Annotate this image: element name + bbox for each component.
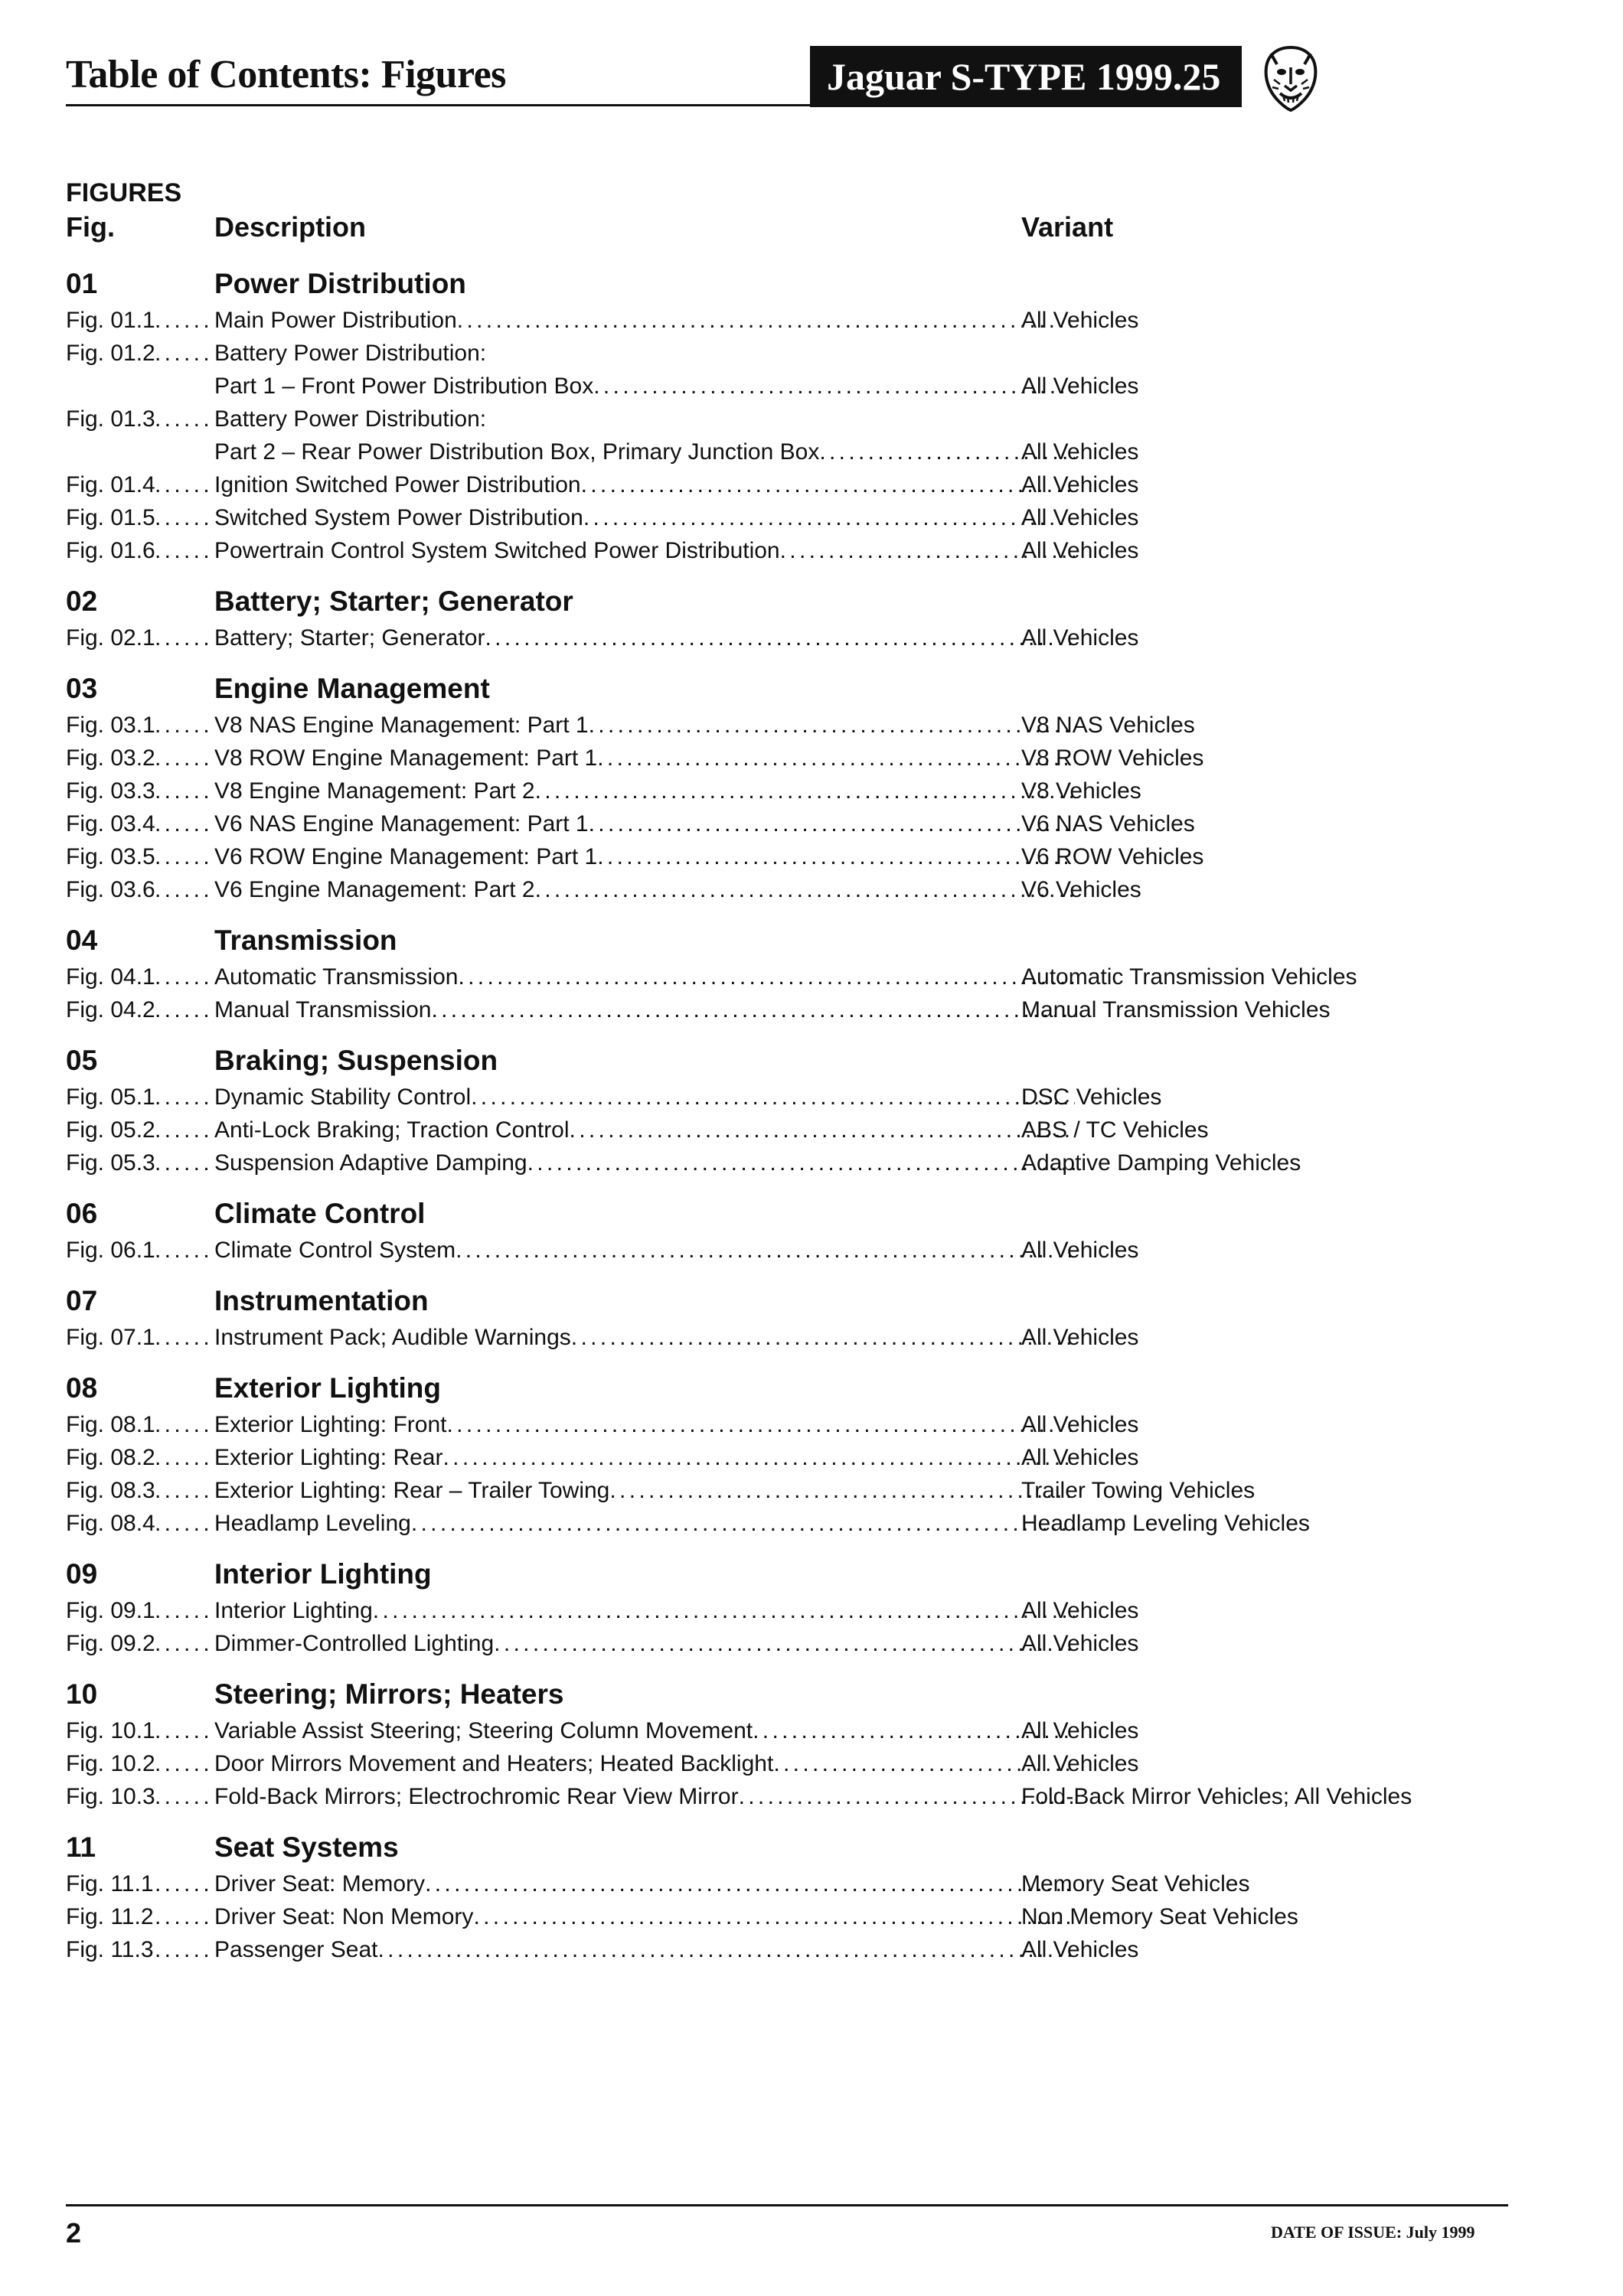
figure-row	[66, 1321, 1551, 1354]
figure-group	[66, 264, 1551, 567]
figure-row	[66, 1780, 1551, 1813]
figure-number: Fig. 10.1	[66, 1718, 155, 1743]
figure-row	[66, 873, 1551, 906]
figure-description: Powertrain Control System Switched Power Distribution . . .	[214, 538, 1075, 563]
figure-row	[66, 1474, 1551, 1507]
description-cell	[214, 1321, 1075, 1354]
dot-leader	[155, 709, 214, 742]
group-heading	[66, 669, 1551, 709]
figure-variant: V6 Vehicles	[1021, 877, 1141, 902]
figure-description: Switched System Power Distribution . . .	[214, 505, 1075, 530]
column-header-description: Description	[214, 211, 367, 243]
dot-leader	[155, 775, 214, 807]
figure-description: Part 2 – Rear Power Distribution Box, Primary Junction Box . . .	[214, 439, 1075, 465]
figure-number: Fig. 03.6	[66, 877, 155, 902]
figure-row	[66, 534, 1551, 567]
section-label: FIGURES	[66, 178, 182, 207]
figure-description: Battery Power Distribution:	[214, 341, 487, 366]
description-cell	[214, 370, 1075, 403]
description-cell	[214, 1408, 1075, 1441]
description-cell	[214, 807, 1075, 840]
jaguar-head-icon	[1260, 44, 1321, 112]
description-cell	[214, 1081, 1075, 1114]
figure-number: Fig. 06.1	[66, 1238, 155, 1263]
figure-number: Fig. 01.5	[66, 505, 155, 530]
group-heading	[66, 1041, 1551, 1081]
group-number: 07	[66, 1285, 98, 1316]
dot-leader	[155, 993, 214, 1026]
figure-variant: V8 NAS Vehicles	[1021, 713, 1195, 738]
dot-leader	[155, 1867, 214, 1900]
dot-leader	[155, 621, 214, 654]
figure-row	[66, 1441, 1551, 1474]
description-cell	[214, 1594, 1075, 1627]
figure-description: Exterior Lighting: Rear . . .	[214, 1445, 1075, 1470]
figure-variant: V6 ROW Vehicles	[1021, 844, 1204, 869]
figure-number: Fig. 01.2	[66, 341, 155, 366]
figure-description: Part 1 – Front Power Distribution Box . . .	[214, 373, 1075, 399]
figure-description: Dimmer-Controlled Lighting . . .	[214, 1631, 1075, 1656]
group-title: Seat Systems	[214, 1831, 399, 1863]
figure-description: Instrument Pack; Audible Warnings . . .	[214, 1325, 1075, 1350]
figure-variant: DSC Vehicles	[1021, 1084, 1162, 1110]
figure-description: V8 Engine Management: Part 2 . . .	[214, 778, 1075, 804]
figure-description: Ignition Switched Power Distribution . . .	[214, 472, 1075, 497]
figure-row	[66, 775, 1551, 807]
figure-variant: All Vehicles	[1021, 505, 1139, 530]
group-heading	[66, 1675, 1551, 1714]
figure-row	[66, 742, 1551, 775]
figure-number: Fig. 03.3	[66, 778, 155, 804]
figure-variant: All Vehicles	[1021, 1937, 1139, 1962]
description-cell	[214, 534, 1075, 567]
figure-description: Exterior Lighting: Rear – Trailer Towing . . .	[214, 1478, 1075, 1503]
figure-row	[66, 435, 1551, 468]
group-title: Climate Control	[214, 1198, 426, 1229]
figure-group	[66, 1041, 1551, 1179]
description-cell	[214, 468, 1075, 501]
figure-row	[66, 1408, 1551, 1441]
figure-row	[66, 1714, 1551, 1747]
figure-number: Fig. 01.1	[66, 308, 155, 333]
dot-leader	[155, 1780, 214, 1813]
figure-group	[66, 1828, 1551, 1966]
figure-description: Dynamic Stability Control . . .	[214, 1084, 1075, 1110]
figure-row	[66, 807, 1551, 840]
dot-leader	[155, 1747, 214, 1780]
group-title: Interior Lighting	[214, 1558, 432, 1590]
figure-row	[66, 1747, 1551, 1780]
dot-leader	[155, 501, 214, 534]
description-cell	[214, 709, 1075, 742]
figure-variant: Fold-Back Mirror Vehicles; All Vehicles	[1021, 1784, 1412, 1809]
group-title: Power Distribution	[214, 268, 466, 299]
group-number: 05	[66, 1045, 98, 1076]
figure-description: Driver Seat: Non Memory . . .	[214, 1904, 1075, 1929]
group-title: Battery; Starter; Generator	[214, 585, 573, 617]
dot-leader	[155, 1714, 214, 1747]
figure-variant: All Vehicles	[1021, 1238, 1139, 1263]
dot-leader	[155, 1474, 214, 1507]
figure-variant: Automatic Transmission Vehicles	[1021, 964, 1357, 990]
description-cell	[214, 1441, 1075, 1474]
description-cell	[214, 840, 1075, 873]
figure-variant: V8 ROW Vehicles	[1021, 745, 1204, 771]
group-title: Steering; Mirrors; Heaters	[214, 1678, 564, 1710]
figure-variant: Adaptive Damping Vehicles	[1021, 1150, 1301, 1176]
dot-leader	[155, 1933, 214, 1966]
figure-description: Battery Power Distribution:	[214, 406, 487, 432]
figure-group	[66, 669, 1551, 906]
figure-description: Automatic Transmission . . .	[214, 964, 1075, 990]
figure-row	[66, 1507, 1551, 1540]
figure-description: V6 Engine Management: Part 2 . . .	[214, 877, 1075, 902]
figure-number: Fig. 09.1	[66, 1598, 155, 1623]
dot-leader	[155, 1627, 214, 1660]
figure-row	[66, 337, 1551, 370]
group-number: 03	[66, 673, 98, 704]
figure-description: Exterior Lighting: Front . . .	[214, 1412, 1075, 1437]
figure-description: V6 ROW Engine Management: Part 1 . . .	[214, 844, 1075, 869]
group-number: 01	[66, 268, 98, 299]
description-cell	[214, 1114, 1075, 1146]
dot-leader	[155, 840, 214, 873]
column-header-variant: Variant	[1021, 211, 1114, 243]
figure-row	[66, 1867, 1551, 1900]
figure-description: Anti-Lock Braking; Traction Control . . .	[214, 1117, 1075, 1143]
group-heading	[66, 921, 1551, 960]
description-cell	[214, 1234, 1075, 1267]
figure-group	[66, 1675, 1551, 1813]
figure-number: Fig. 11.1	[66, 1871, 154, 1896]
figure-description: Fold-Back Mirrors; Electrochromic Rear View Mirror . . .	[214, 1784, 1075, 1809]
figure-row	[66, 709, 1551, 742]
figure-variant: Memory Seat Vehicles	[1021, 1871, 1250, 1896]
dot-leader	[155, 873, 214, 906]
figure-row	[66, 621, 1551, 654]
figure-number: Fig. 08.2	[66, 1445, 155, 1470]
page-title: Table of Contents: Figures	[66, 53, 506, 96]
figure-variant: All Vehicles	[1021, 373, 1139, 399]
figure-variant: All Vehicles	[1021, 1751, 1139, 1776]
description-cell	[214, 1747, 1075, 1780]
figure-variant: All Vehicles	[1021, 1718, 1139, 1743]
figure-number: Fig. 07.1	[66, 1325, 155, 1350]
figure-group	[66, 1554, 1551, 1660]
figure-row	[66, 1933, 1551, 1966]
dot-leader	[155, 742, 214, 775]
dot-leader	[155, 1081, 214, 1114]
figure-number: Fig. 03.1	[66, 713, 155, 738]
figure-number: Fig. 05.2	[66, 1117, 155, 1143]
figure-description: Suspension Adaptive Damping . . .	[214, 1150, 1075, 1176]
description-cell	[214, 993, 1075, 1026]
figure-description: V8 ROW Engine Management: Part 1 . . .	[214, 745, 1075, 771]
figure-number: Fig. 09.2	[66, 1631, 155, 1656]
figure-variant: ABS / TC Vehicles	[1021, 1117, 1209, 1143]
figure-row	[66, 1081, 1551, 1114]
figure-number: Fig. 10.2	[66, 1751, 155, 1776]
figure-variant: Trailer Towing Vehicles	[1021, 1478, 1256, 1503]
description-cell	[214, 1933, 1075, 1966]
description-cell	[214, 742, 1075, 775]
figure-variant: V6 NAS Vehicles	[1021, 811, 1195, 837]
figure-group	[66, 1194, 1551, 1267]
group-number: 06	[66, 1198, 98, 1229]
figure-variant: Manual Transmission Vehicles	[1021, 997, 1331, 1022]
figure-variant: All Vehicles	[1021, 439, 1139, 465]
figure-description: Door Mirrors Movement and Heaters; Heated Backlight . . .	[214, 1751, 1075, 1776]
dot-leader	[155, 1594, 214, 1627]
date-of-issue: DATE OF ISSUE: July 1999	[1271, 2223, 1475, 2242]
figure-number: Fig. 08.1	[66, 1412, 155, 1437]
group-number: 04	[66, 925, 98, 956]
group-heading	[66, 264, 1551, 304]
figure-number: Fig. 01.4	[66, 472, 155, 497]
description-cell	[214, 403, 1075, 435]
figure-number: Fig. 11.2	[66, 1904, 154, 1929]
group-title: Braking; Suspension	[214, 1045, 498, 1076]
description-cell	[214, 621, 1075, 654]
dot-leader	[155, 1507, 214, 1540]
figure-variant: All Vehicles	[1021, 625, 1139, 651]
figure-row	[66, 1900, 1551, 1933]
group-heading	[66, 1194, 1551, 1234]
dot-leader	[155, 304, 214, 337]
description-cell	[214, 1867, 1075, 1900]
figure-number: Fig. 10.3	[66, 1784, 155, 1809]
description-cell	[214, 1627, 1075, 1660]
figure-number: Fig. 02.1	[66, 625, 155, 651]
dot-leader	[155, 1114, 214, 1146]
dot-leader	[155, 337, 214, 370]
dot-leader	[155, 960, 214, 993]
figure-row	[66, 840, 1551, 873]
description-cell	[214, 501, 1075, 534]
group-title: Engine Management	[214, 673, 490, 704]
group-title: Exterior Lighting	[214, 1372, 441, 1404]
figure-description: Climate Control System . . .	[214, 1238, 1075, 1263]
figure-list	[66, 264, 1551, 1981]
description-cell	[214, 1146, 1075, 1179]
figure-variant: All Vehicles	[1021, 1445, 1139, 1470]
figure-group	[66, 921, 1551, 1026]
description-cell	[214, 1474, 1075, 1507]
figure-row	[66, 370, 1551, 403]
group-heading	[66, 1281, 1551, 1321]
figure-number: Fig. 08.3	[66, 1478, 155, 1503]
title-rule	[66, 104, 862, 106]
figure-group	[66, 1368, 1551, 1540]
group-number: 10	[66, 1678, 98, 1710]
group-heading	[66, 1554, 1551, 1594]
dot-leader	[155, 1408, 214, 1441]
column-header-fig: Fig.	[66, 211, 115, 243]
figure-description: Passenger Seat . . .	[214, 1937, 1075, 1962]
figure-description: Main Power Distribution . . .	[214, 308, 1075, 333]
figure-description: Headlamp Leveling . . .	[214, 1511, 1075, 1536]
figure-row	[66, 468, 1551, 501]
description-cell	[214, 1900, 1075, 1933]
figure-variant: All Vehicles	[1021, 538, 1139, 563]
figure-group	[66, 1281, 1551, 1354]
figure-row	[66, 1234, 1551, 1267]
group-heading	[66, 1368, 1551, 1408]
figure-description: Interior Lighting . . .	[214, 1598, 1075, 1623]
figure-row	[66, 1146, 1551, 1179]
dot-leader	[155, 807, 214, 840]
description-cell	[214, 775, 1075, 807]
description-cell	[214, 435, 1075, 468]
figure-row	[66, 960, 1551, 993]
dot-leader	[155, 1321, 214, 1354]
description-cell	[214, 1780, 1075, 1813]
dot-leader	[155, 403, 214, 435]
description-cell	[214, 960, 1075, 993]
model-badge: Jaguar S-TYPE 1999.25	[810, 46, 1242, 107]
figure-variant: V8 Vehicles	[1021, 778, 1141, 804]
figure-description: V6 NAS Engine Management: Part 1 . . .	[214, 811, 1075, 837]
figure-row	[66, 1114, 1551, 1146]
figure-variant: All Vehicles	[1021, 472, 1139, 497]
group-number: 09	[66, 1558, 98, 1590]
group-heading	[66, 582, 1551, 621]
footer-rule	[66, 2204, 1508, 2206]
figure-row	[66, 993, 1551, 1026]
group-number: 08	[66, 1372, 98, 1404]
figure-description: V8 NAS Engine Management: Part 1 . . .	[214, 713, 1075, 738]
figure-variant: All Vehicles	[1021, 1412, 1139, 1437]
group-number: 11	[66, 1831, 96, 1863]
figure-number: Fig. 01.3	[66, 406, 155, 432]
figure-row	[66, 403, 1551, 435]
group-title: Transmission	[214, 925, 397, 956]
description-cell	[214, 1507, 1075, 1540]
dot-leader	[155, 1900, 214, 1933]
figure-number: Fig. 08.4	[66, 1511, 155, 1536]
figure-variant: All Vehicles	[1021, 1325, 1139, 1350]
figure-row	[66, 1594, 1551, 1627]
figure-variant: Non Memory Seat Vehicles	[1021, 1904, 1298, 1929]
figure-description: Driver Seat: Memory . . .	[214, 1871, 1075, 1896]
figure-number: Fig. 04.2	[66, 997, 155, 1022]
figure-description: Battery; Starter; Generator . . .	[214, 625, 1075, 651]
dot-leader	[155, 534, 214, 567]
description-cell	[214, 873, 1075, 906]
figure-group	[66, 582, 1551, 654]
figure-row	[66, 501, 1551, 534]
page-number: 2	[66, 2217, 82, 2249]
figure-row	[66, 1627, 1551, 1660]
figure-variant: Headlamp Leveling Vehicles	[1021, 1511, 1310, 1536]
dot-leader	[155, 468, 214, 501]
figure-number: Fig. 01.6	[66, 538, 155, 563]
group-title: Instrumentation	[214, 1285, 429, 1316]
figure-description: Manual Transmission . . .	[214, 997, 1075, 1022]
dot-leader	[155, 1441, 214, 1474]
description-cell	[214, 337, 1075, 370]
group-heading	[66, 1828, 1551, 1867]
figure-number: Fig. 05.1	[66, 1084, 155, 1110]
dot-leader	[155, 1234, 214, 1267]
figure-row	[66, 304, 1551, 337]
figure-number: Fig. 11.3	[66, 1937, 154, 1962]
group-number: 02	[66, 585, 98, 617]
figure-number: Fig. 03.4	[66, 811, 155, 837]
description-cell	[214, 304, 1075, 337]
figure-variant: All Vehicles	[1021, 1598, 1139, 1623]
figure-description: Variable Assist Steering; Steering Column Movement . . .	[214, 1718, 1075, 1743]
figure-number: Fig. 04.1	[66, 964, 155, 990]
description-cell	[214, 1714, 1075, 1747]
dot-leader	[155, 1146, 214, 1179]
figure-number: Fig. 05.3	[66, 1150, 155, 1176]
figure-variant: All Vehicles	[1021, 308, 1139, 333]
figure-number: Fig. 03.5	[66, 844, 155, 869]
figure-variant: All Vehicles	[1021, 1631, 1139, 1656]
figure-number: Fig. 03.2	[66, 745, 155, 771]
